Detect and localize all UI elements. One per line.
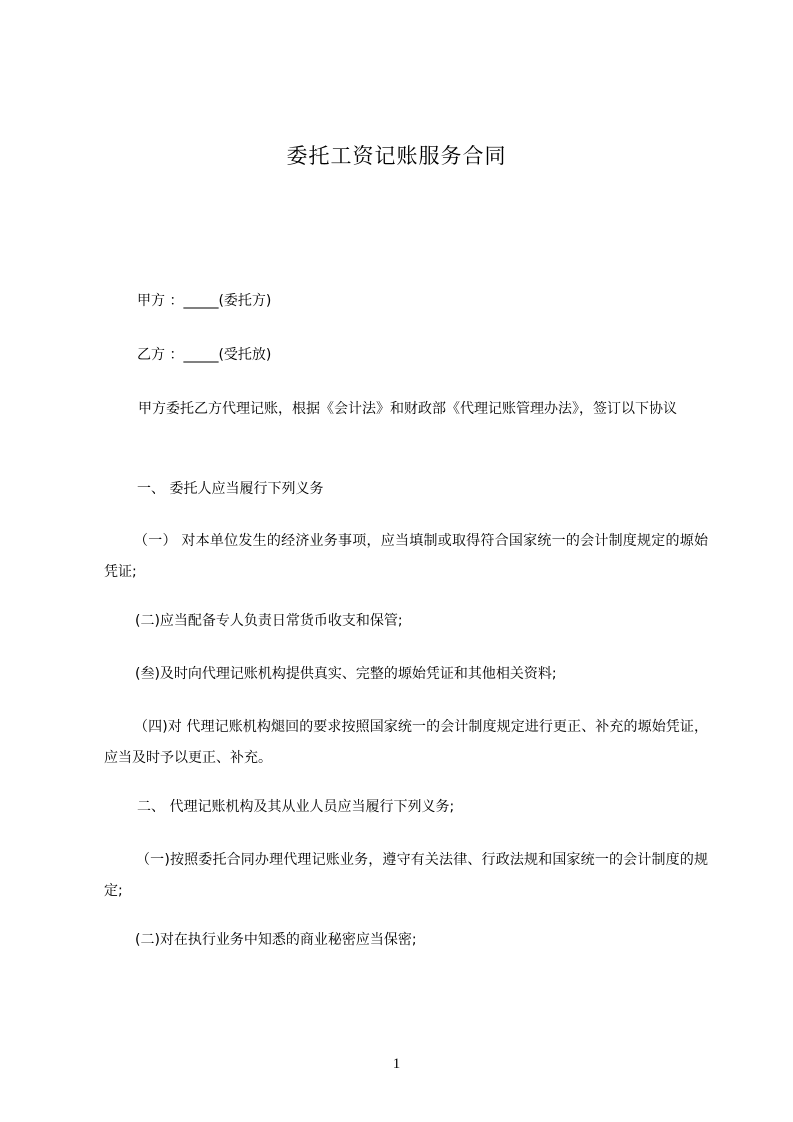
section-1-item-2: (二)应当配备专人负责日常货币收支和保管; — [135, 613, 403, 629]
section-1-item-4: （四)对 代理记账机构煺回的要求按照国家统一的会计制度规定进行更正、补充的塬始凭证，应当及时予以更正、补充。 — [104, 719, 708, 766]
page-number: 1 — [392, 1056, 401, 1072]
document-title: 委托工资记账服务合同 — [286, 144, 507, 168]
party-b-line: 乙方 ：_____(受托放) — [137, 347, 272, 363]
section-2-item-2: (二)对在执行业务中知悉的商业秘密应当保密; — [135, 932, 417, 948]
section-1-item-3: (叁)及时向代理记账机构提供真实、完整的塬始凭证和其他相关资料; — [135, 666, 557, 682]
party-a-line: 甲方 ：_____(委托方) — [137, 293, 272, 309]
section-1-heading: 一、 委托人应当履行下列义务 — [137, 481, 324, 497]
section-1-item-1: （一） 对本单位发生的经济业务事项，应当填制或取得符合国家统一的会计制度规定的塬始凭证; — [104, 533, 708, 580]
section-2-item-1: （一)按照委托合同办理代理记账业务，遵守有关法律、行政法规和国家统一的会计制度的规定; — [104, 852, 708, 899]
section-2-heading: 二、 代理记账机构及其从业人员应当履行下列义务; — [137, 799, 455, 815]
intro-paragraph: 甲方委托乙方代理记账，根据《会计法》和财政部《代理记账管理办法》，签订以下协议 — [138, 401, 677, 417]
